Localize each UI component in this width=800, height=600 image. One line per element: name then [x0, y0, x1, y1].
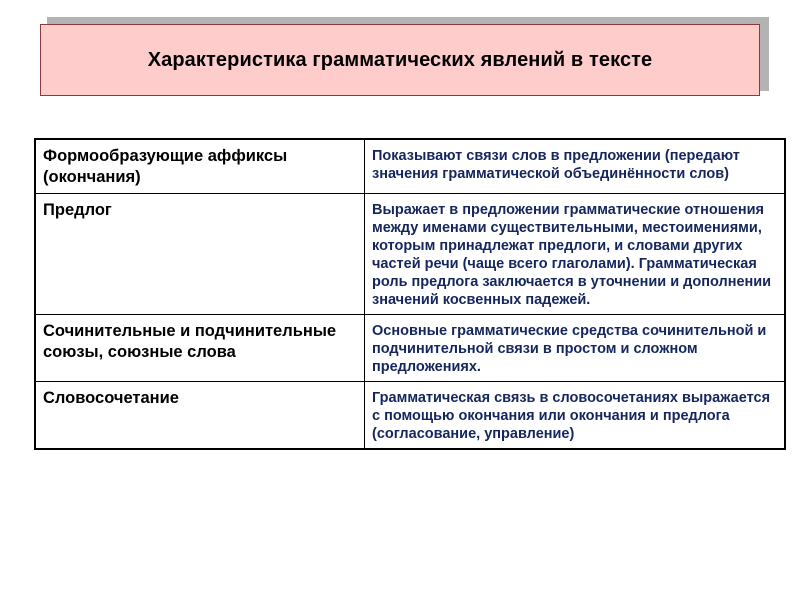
- description-cell: Основные грамматические средства сочинительной и подчинительной связи в простом и сложном предложениях.: [365, 315, 786, 382]
- description-cell: Выражает в предложении грамматические отношения между именами существительными, местоимениями, которым принадлежат предлоги, и словами других частей речи (чаще всего глаголами). Грамматическая роль предлога заключается в уточнении и дополнении значений косвенных падежей.: [365, 194, 786, 315]
- slide-title-box: [40, 24, 760, 96]
- table-row: [35, 194, 785, 315]
- slide-title: Характеристика грамматических явлений в тексте: [147, 48, 653, 71]
- description-cell: Показывают связи слов в предложении (передают значения грамматической объединённости слов): [365, 139, 786, 194]
- term-cell: Формообразующие аффиксы (окончания): [35, 139, 365, 194]
- table-row: [35, 315, 785, 382]
- description-cell: Грамматическая связь в словосочетаниях выражается с помощью окончания или окончания и предлога (согласование, управление): [365, 382, 786, 450]
- term-cell: Предлог: [35, 194, 365, 315]
- term-cell: Сочинительные и подчинительные союзы, союзные слова: [35, 315, 365, 382]
- grammar-table: [34, 138, 786, 450]
- table-row: [35, 382, 785, 450]
- table-row: [35, 139, 785, 194]
- term-cell: Словосочетание: [35, 382, 365, 450]
